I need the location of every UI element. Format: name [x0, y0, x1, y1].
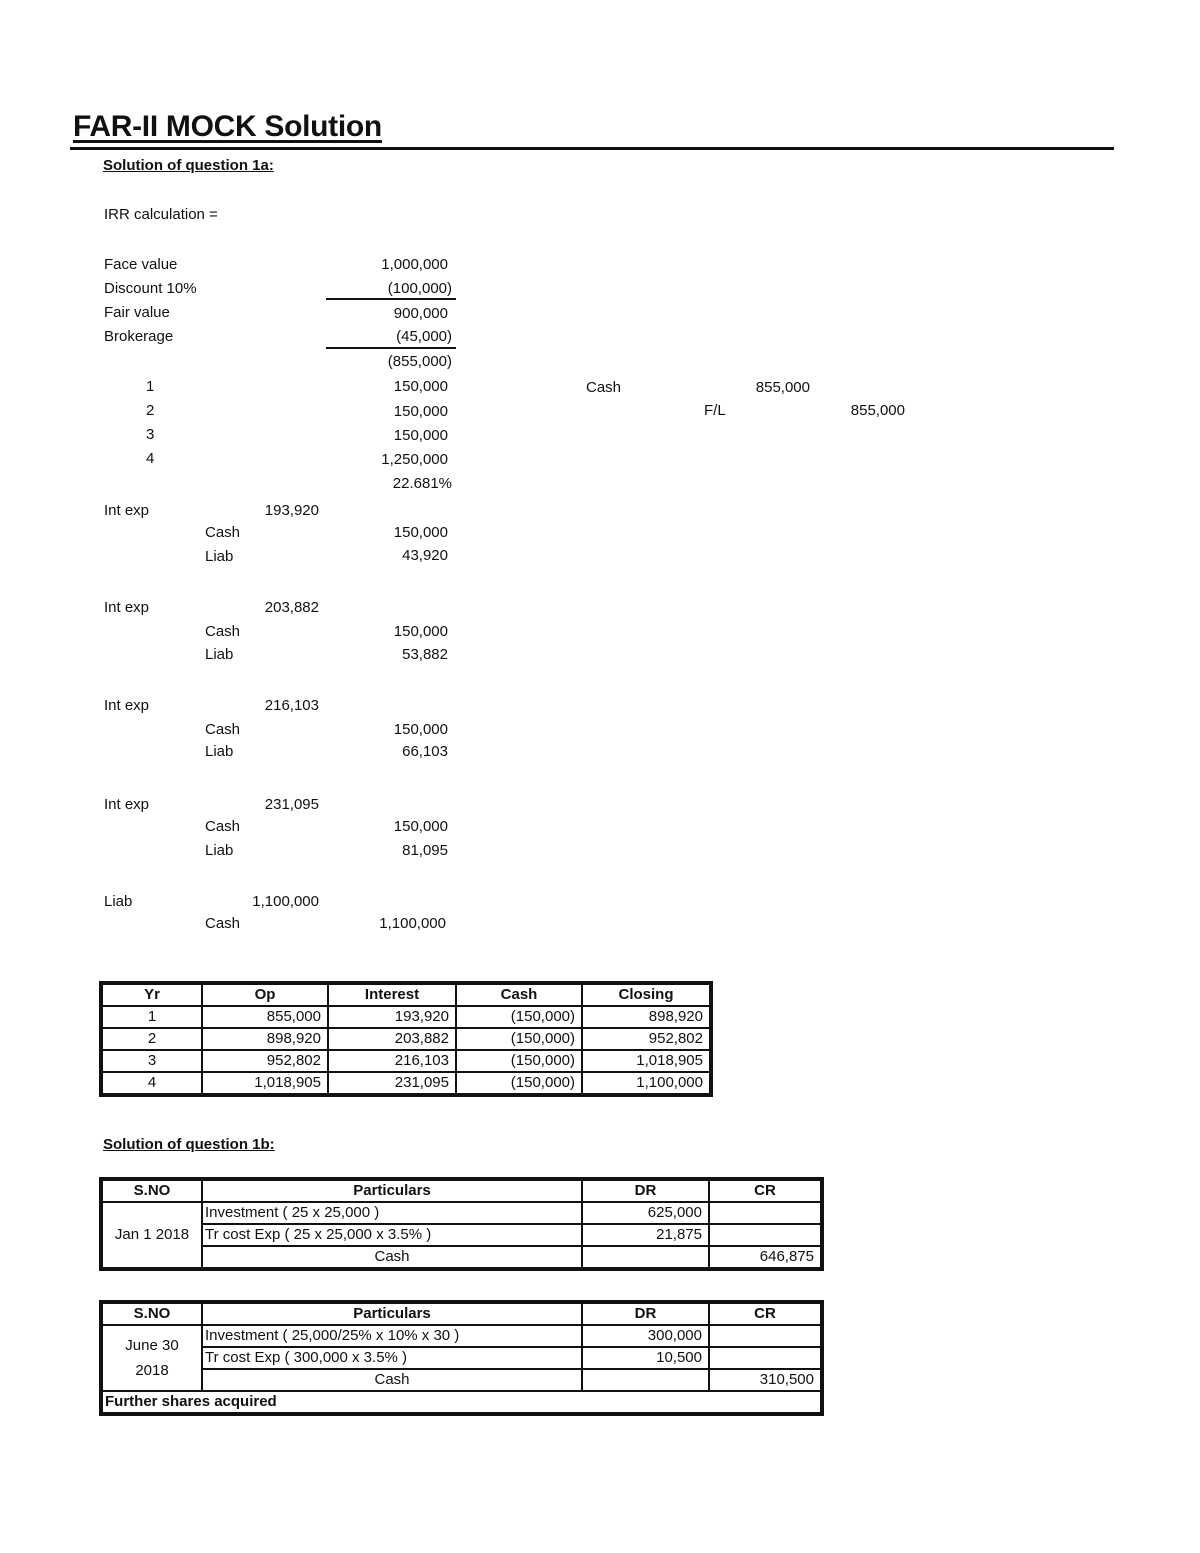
initial-cr-value: 855,000: [850, 402, 905, 419]
particular-cell: Investment ( 25,000/25% x 10% x 30 ): [202, 1325, 582, 1347]
table-cell: 203,882: [328, 1028, 456, 1050]
column-header: S.NO: [102, 1180, 202, 1202]
column-header: CR: [709, 1303, 821, 1325]
line-label: Brokerage: [104, 328, 174, 345]
particular-cell: Cash: [202, 1369, 582, 1391]
journal-cr-amount: 66,103: [402, 743, 448, 760]
line-value: 900,000: [393, 305, 448, 322]
subtotal-rule: [326, 298, 456, 300]
line-value: (100,000): [387, 280, 452, 297]
table-row: [102, 1347, 821, 1369]
cashflow-period: 4: [146, 450, 155, 467]
journal-cr-amount: 150,000: [393, 524, 448, 541]
journal-dr-amount: 203,882: [264, 599, 319, 616]
line-label: Face value: [104, 256, 178, 273]
particular-cell: Investment ( 25 x 25,000 ): [202, 1202, 582, 1224]
footer-note: Further shares acquired: [102, 1391, 821, 1413]
column-header: Op: [202, 984, 328, 1006]
dr-cell: [582, 1369, 709, 1391]
journal-dr-amount: 1,100,000: [252, 893, 319, 910]
table-cell: (150,000): [456, 1050, 582, 1072]
table-cell: 952,802: [202, 1050, 328, 1072]
table-row: [102, 1325, 821, 1347]
table-cell: (150,000): [456, 1072, 582, 1094]
table-header-row: [102, 984, 710, 1006]
table-row: [102, 1072, 710, 1094]
table-row: [102, 1246, 821, 1268]
initial-cr-label: F/L: [704, 402, 726, 419]
table-cell: 2: [102, 1028, 202, 1050]
column-header: CR: [709, 1180, 821, 1202]
table-cell: 231,095: [328, 1072, 456, 1094]
column-header: Cash: [456, 984, 582, 1006]
cashflow-period: 3: [146, 426, 155, 443]
table-cell: 855,000: [202, 1006, 328, 1028]
table-row: [102, 1369, 821, 1391]
table-cell: 898,920: [582, 1006, 710, 1028]
journal-cr-label: Cash: [205, 623, 241, 640]
journal-cr-amount: 150,000: [393, 818, 448, 835]
line-value: (45,000): [396, 328, 452, 345]
date-line: June 30: [125, 1337, 179, 1354]
table-footer-row: [102, 1391, 821, 1413]
q1b-heading: Solution of question 1b:: [103, 1136, 275, 1153]
date-cell: [102, 1325, 202, 1391]
journal-cr-amount: 150,000: [393, 721, 448, 738]
table-cell: 4: [102, 1072, 202, 1094]
line-value: (855,000): [387, 353, 452, 370]
column-header: S.NO: [102, 1303, 202, 1325]
cashflow-period: 1: [146, 378, 155, 395]
journal-cr-label: Liab: [205, 548, 234, 565]
cashflow-value: 1,250,000: [381, 451, 448, 468]
journal-dr-amount: 216,103: [264, 697, 319, 714]
journal-dr-label: Int exp: [104, 502, 150, 519]
table-cell: 1,018,905: [582, 1050, 710, 1072]
table-row: [102, 1050, 710, 1072]
column-header: Particulars: [202, 1303, 582, 1325]
journal-cr-amount: 43,920: [402, 547, 448, 564]
journal-cr-label: Cash: [205, 915, 241, 932]
particular-cell: Tr cost Exp ( 300,000 x 3.5% ): [202, 1347, 582, 1369]
table-cell: 193,920: [328, 1006, 456, 1028]
title-underline: [70, 147, 1114, 150]
column-header: Particulars: [202, 1180, 582, 1202]
table-cell: 216,103: [328, 1050, 456, 1072]
cr-cell: [709, 1224, 821, 1246]
table-row: [102, 1028, 710, 1050]
table-header-row: [102, 1303, 821, 1325]
journal-dr-label: Int exp: [104, 796, 150, 813]
cr-cell: 646,875: [709, 1246, 821, 1268]
cr-cell: [709, 1202, 821, 1224]
journal-cr-label: Cash: [205, 721, 241, 738]
column-header: Interest: [328, 984, 456, 1006]
cr-cell: 310,500: [709, 1369, 821, 1391]
journal-dr-amount: 231,095: [264, 796, 319, 813]
table-cell: (150,000): [456, 1006, 582, 1028]
dr-cell: 300,000: [582, 1325, 709, 1347]
date-cell: Jan 1 2018: [102, 1202, 202, 1268]
table-row: [102, 1224, 821, 1246]
journal-cr-label: Liab: [205, 743, 234, 760]
cr-cell: [709, 1347, 821, 1369]
cashflow-period: 2: [146, 402, 155, 419]
particular-cell: Cash: [202, 1246, 582, 1268]
column-header: Yr: [102, 984, 202, 1006]
journal-dr-label: Int exp: [104, 599, 150, 616]
journal-cr-label: Cash: [205, 818, 241, 835]
irr-result: 22.681%: [392, 475, 452, 492]
column-header: Closing: [582, 984, 710, 1006]
dr-cell: [582, 1246, 709, 1268]
journal-table-jan: [101, 1179, 822, 1269]
cashflow-value: 150,000: [393, 403, 448, 420]
journal-cr-label: Liab: [205, 646, 234, 663]
journal-cr-label: Liab: [205, 842, 234, 859]
line-label: Fair value: [104, 304, 170, 321]
dr-cell: 21,875: [582, 1224, 709, 1246]
column-header: DR: [582, 1303, 709, 1325]
journal-cr-amount: 81,095: [402, 842, 448, 859]
table-cell: 898,920: [202, 1028, 328, 1050]
subtotal-rule: [326, 347, 456, 349]
column-header: DR: [582, 1180, 709, 1202]
journal-cr-amount: 1,100,000: [379, 915, 446, 932]
journal-cr-label: Cash: [205, 524, 241, 541]
cashflow-value: 150,000: [393, 378, 448, 395]
table-cell: 1,100,000: [582, 1072, 710, 1094]
dr-cell: 625,000: [582, 1202, 709, 1224]
amortization-schedule-table: [101, 983, 711, 1095]
table-row: [102, 1202, 821, 1224]
page-title: FAR-II MOCK Solution: [73, 110, 382, 143]
table-header-row: [102, 1180, 821, 1202]
dr-cell: 10,500: [582, 1347, 709, 1369]
journal-cr-amount: 150,000: [393, 623, 448, 640]
table-cell: 1: [102, 1006, 202, 1028]
q1a-heading: Solution of question 1a:: [103, 157, 274, 174]
cashflow-value: 150,000: [393, 427, 448, 444]
initial-dr-value: 855,000: [755, 379, 810, 396]
date-line: 2018: [135, 1362, 169, 1379]
journal-table-june: [101, 1302, 822, 1414]
particular-cell: Tr cost Exp ( 25 x 25,000 x 3.5% ): [202, 1224, 582, 1246]
journal-dr-label: Liab: [104, 893, 133, 910]
table-cell: 952,802: [582, 1028, 710, 1050]
table-cell: (150,000): [456, 1028, 582, 1050]
line-value: 1,000,000: [381, 256, 448, 273]
table-row: [102, 1006, 710, 1028]
line-label: Discount 10%: [104, 280, 197, 297]
initial-dr-label: Cash: [586, 379, 622, 396]
journal-cr-amount: 53,882: [402, 646, 448, 663]
table-cell: 3: [102, 1050, 202, 1072]
table-cell: 1,018,905: [202, 1072, 328, 1094]
journal-dr-label: Int exp: [104, 697, 150, 714]
irr-label: IRR calculation =: [104, 206, 218, 223]
cr-cell: [709, 1325, 821, 1347]
journal-dr-amount: 193,920: [264, 502, 319, 519]
